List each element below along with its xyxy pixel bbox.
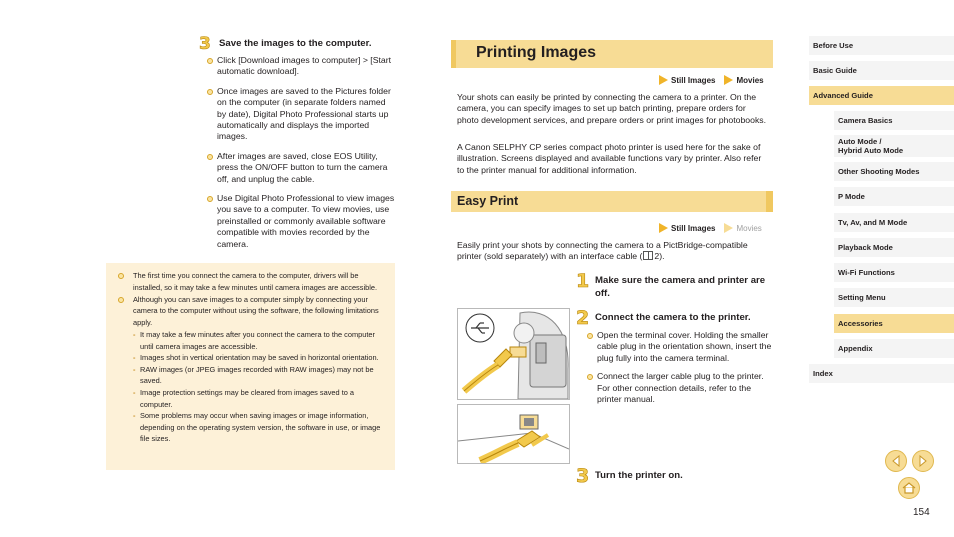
triangle-icon xyxy=(659,75,668,85)
sidebar-item-basic-guide[interactable]: Basic Guide xyxy=(809,61,954,81)
previous-page-button[interactable] xyxy=(885,450,907,472)
next-page-button[interactable] xyxy=(912,450,934,472)
book-icon[interactable] xyxy=(643,251,653,260)
sidebar-item-tv-av-m-mode[interactable]: Tv, Av, and M Mode xyxy=(834,213,954,233)
triangle-icon xyxy=(724,75,733,85)
easy-print-paragraph: Easily print your shots by connecting the camera to a PictBridge-compatible printer (sold separately) with an interface cable ( 2). xyxy=(457,240,748,262)
page-number: 154 xyxy=(913,507,930,518)
sidebar-item-before-use[interactable]: Before Use xyxy=(809,36,954,56)
movies-tag: Movies xyxy=(724,75,763,85)
bullet-icon xyxy=(118,273,124,279)
page-reference[interactable]: 2). xyxy=(654,251,665,262)
camera-connection-illustration xyxy=(457,308,570,400)
save-steps-list xyxy=(207,55,397,258)
sidebar-item-setting-menu[interactable]: Setting Menu xyxy=(834,288,954,308)
note-sub-item: - It may take a few minutes after you connect the camera to the computer until camera images are accessible. xyxy=(133,329,375,351)
list-item: Click [Download images to computer] > [Start automatic download]. xyxy=(207,55,397,78)
step-3-printer-on xyxy=(576,465,775,487)
bullet-icon xyxy=(587,333,593,339)
sidebar-item-p-mode[interactable]: P Mode xyxy=(834,187,954,207)
notes-box xyxy=(106,263,395,470)
arrow-right-icon xyxy=(917,455,929,467)
list-item: After images are saved, close EOS Utility, press the ON/OFF button to turn the camera off, and unplug the cable. xyxy=(207,151,397,185)
note-sub-item: - Some problems may occur when saving images or image information, depending on the operating system version, the software in use, or image file sizes. xyxy=(133,411,381,444)
step-number: 3 xyxy=(199,34,211,54)
note-sub-item: - Images shot in vertical orientation may be saved in horizontal orientation. xyxy=(133,353,379,363)
connect-steps-list xyxy=(587,330,775,412)
step-title: Connect the camera to the printer. xyxy=(595,312,751,323)
sidebar-item-playback-mode[interactable]: Playback Mode xyxy=(834,238,954,258)
page-title-bar xyxy=(451,40,773,68)
bullet-icon xyxy=(207,58,213,64)
printer-note-paragraph: A Canon SELPHY CP series compact photo printer is used here for the sake of illustration. Screens displayed and available functions vary by printer. Also refer to the printer manual for additional information. xyxy=(457,142,762,175)
list-item: Use Digital Photo Professional to view images you save to a computer. To view movies, use preinstalled or commonly available software compatible with movies recorded by the camera. xyxy=(207,193,397,250)
step-1-power-off xyxy=(576,270,775,300)
still-images-tag: Still Images xyxy=(659,223,715,233)
arrow-left-icon xyxy=(890,455,902,467)
step-3-save xyxy=(199,36,371,52)
note-item: Although you can save images to a computer simply by connecting your camera to the computer without using the software, the following limitations apply. xyxy=(133,294,387,329)
sidebar-item-camera-basics[interactable]: Camera Basics xyxy=(834,111,954,131)
printer-connection-illustration xyxy=(457,404,570,464)
bullet-icon xyxy=(587,374,593,380)
bullet-icon xyxy=(207,154,213,160)
intro-paragraph: Your shots can easily be printed by connecting the camera to a printer. On the camera, you can specify images to set up batch printing, prepare orders for photo development services, and prepare orders or print images for photobooks. xyxy=(457,92,767,125)
list-item: Open the terminal cover. Holding the smaller cable plug in the orientation shown, insert the plug fully into the camera terminal. xyxy=(587,330,775,364)
list-item: Connect the larger cable plug to the printer. For other connection details, refer to the printer manual. xyxy=(587,371,775,405)
sidebar-item-wifi-functions[interactable]: Wi-Fi Functions xyxy=(834,263,954,283)
home-icon xyxy=(902,482,916,494)
bullet-icon xyxy=(207,89,213,95)
applicability-tags xyxy=(650,223,762,233)
sidebar-item-index[interactable]: Index xyxy=(809,364,954,384)
triangle-icon xyxy=(659,223,668,233)
step-title: Make sure the camera and printer are off. xyxy=(595,275,766,299)
home-button[interactable] xyxy=(898,477,920,499)
note-item: The first time you connect the camera to the computer, drivers will be installed, so it may take a few minutes until camera images are accessible. xyxy=(133,270,387,294)
step-title: Turn the printer on. xyxy=(595,470,683,481)
printer-cable-image xyxy=(458,405,569,463)
applicability-tags xyxy=(650,75,764,85)
section-heading-bar xyxy=(451,191,773,212)
page-title: Printing Images xyxy=(476,44,597,61)
step-number: 1 xyxy=(576,270,590,292)
camera-cable-image xyxy=(458,309,569,399)
movies-tag: Movies xyxy=(724,223,761,233)
step-2-connect xyxy=(576,307,775,329)
still-images-tag: Still Images xyxy=(659,75,715,85)
note-sub-item: - Image protection settings may be cleared from images saved to a computer. xyxy=(133,387,355,409)
sidebar-item-advanced-guide[interactable]: Advanced Guide xyxy=(809,86,954,106)
list-item: Once images are saved to the Pictures folder on the computer (in separate folders named by date), Digital Photo Professional starts up automatically and displays the imported images. xyxy=(207,86,397,143)
bullet-icon xyxy=(118,297,124,303)
step-number: 3 xyxy=(576,465,590,487)
note-sub-item: - RAW images (or JPEG images recorded with RAW images) may not be saved. xyxy=(133,364,374,386)
sidebar-item-accessories[interactable]: Accessories xyxy=(834,314,954,334)
triangle-icon xyxy=(724,223,733,233)
step-number: 2 xyxy=(576,307,590,329)
section-heading: Easy Print xyxy=(457,194,519,208)
sidebar-item-appendix[interactable]: Appendix xyxy=(834,339,954,359)
step-title: Save the images to the computer. xyxy=(219,38,372,49)
sidebar-item-other-shooting-modes[interactable]: Other Shooting Modes xyxy=(834,162,954,182)
bullet-icon xyxy=(207,196,213,202)
sidebar-item-auto-mode[interactable]: Auto Mode / Hybrid Auto Mode xyxy=(834,135,954,158)
